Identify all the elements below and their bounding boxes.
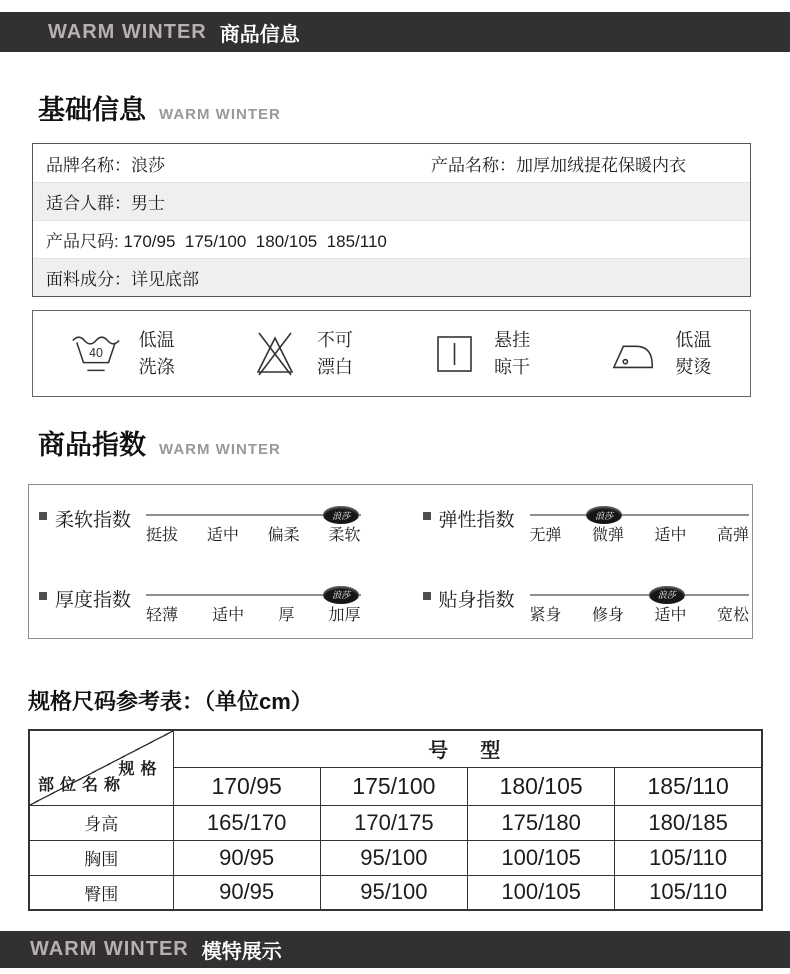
slider-ticks	[530, 522, 750, 545]
slider-ticks	[146, 602, 361, 625]
tick-label: 高弹	[716, 527, 749, 544]
care-item-wash	[33, 327, 212, 379]
care-instructions-box	[32, 310, 751, 397]
cell-value: 170/175	[320, 805, 467, 840]
cell-value: 90/95	[173, 840, 320, 875]
product-index-title: 商品指数	[38, 430, 146, 460]
slider-ticks	[530, 602, 750, 625]
index-row-fit	[391, 585, 753, 639]
size-column-header: 175/100	[320, 767, 467, 805]
cell-value: 95/100	[320, 840, 467, 875]
size-column-header: 185/110	[615, 767, 762, 805]
svg-text:40: 40	[88, 345, 103, 360]
care-item-iron	[571, 327, 750, 379]
slider-track	[530, 514, 750, 516]
cell-value: 90/95	[173, 875, 320, 910]
cell-value: 105/110	[615, 840, 762, 875]
brand-wordmark: WARM WINTER	[48, 20, 207, 43]
cell-value: 165/170	[173, 805, 320, 840]
basic-info-heading	[38, 88, 790, 127]
size-table-title: 规格尺码参考表：（单位cm）	[28, 689, 313, 714]
index-row-thickness	[29, 585, 391, 639]
info-cell-audience: 适合人群：男士	[46, 194, 165, 213]
table-row-height	[29, 805, 762, 840]
cell-value: 180/185	[615, 805, 762, 840]
info-row-brand-product	[33, 144, 750, 182]
square-bullet-icon	[423, 592, 431, 600]
index-row-softness	[29, 505, 391, 559]
cell-value: 175/180	[468, 805, 615, 840]
basic-info-table	[32, 143, 751, 297]
brand-marker-icon: 浪莎	[323, 586, 359, 604]
index-label: 贴身指数	[438, 589, 515, 611]
tick-label: 无弹	[529, 527, 562, 544]
square-bullet-icon	[39, 512, 47, 520]
section-bar-title: 商品信息	[219, 23, 300, 46]
diagonal-corner-cell	[29, 730, 173, 805]
cell-value: 100/105	[468, 840, 615, 875]
cell-value: 100/105	[468, 875, 615, 910]
index-label: 弹性指数	[438, 510, 515, 531]
care-item-no-bleach	[212, 327, 391, 379]
iron-low-temp-icon	[609, 334, 657, 374]
tick-label: 适中	[654, 527, 687, 544]
basic-info-subtitle: WARM WINTER	[159, 106, 281, 123]
square-bullet-icon	[423, 512, 431, 520]
tick-label: 偏柔	[267, 527, 300, 544]
square-bullet-icon	[39, 592, 47, 600]
cell-value: 95/100	[320, 875, 467, 910]
span-header-cell: 号 型	[173, 730, 762, 767]
bottom-header-bar	[0, 931, 790, 968]
product-index-subtitle: WARM WINTER	[159, 441, 281, 458]
product-index-heading	[38, 423, 790, 462]
corner-label-part: 部位名称	[38, 776, 127, 794]
tick-label: 微弹	[591, 527, 624, 544]
brand-marker-icon: 浪莎	[323, 506, 359, 524]
slider-track	[530, 594, 750, 596]
care-item-hang-dry	[392, 327, 571, 379]
corner-label-spec: 规格	[118, 761, 163, 778]
row-label: 胸围	[29, 840, 173, 875]
info-cell-brand: 品牌名称：浪莎	[46, 155, 165, 175]
basic-info-title: 基础信息	[38, 95, 146, 125]
brand-marker-icon: 浪莎	[586, 506, 622, 524]
row-label: 身高	[29, 805, 173, 840]
wash-low-temp-icon	[71, 331, 121, 377]
table-row-hip	[29, 875, 762, 910]
tick-label: 柔软	[328, 527, 361, 544]
brand-marker-icon: 浪莎	[649, 586, 685, 604]
index-label: 厚度指数	[55, 589, 132, 611]
care-label: 低温 洗涤	[138, 330, 175, 377]
index-slider	[146, 505, 361, 545]
tick-label: 适中	[212, 606, 245, 624]
info-cell-fabric: 面料成分：详见底部	[46, 270, 199, 289]
table-row-chest	[29, 840, 762, 875]
info-row-audience	[33, 182, 750, 220]
info-cell-sizes: 产品尺码: 170/95 175/100 180/105 185/110	[46, 232, 387, 251]
index-slider	[146, 585, 361, 625]
brand-wordmark: WARM WINTER	[30, 938, 189, 960]
tick-label: 适中	[206, 527, 239, 544]
hang-dry-icon	[432, 332, 476, 376]
top-header-bar	[0, 12, 790, 52]
section-bar-title: 模特展示	[201, 941, 282, 963]
size-table-header-row	[29, 730, 762, 767]
info-row-sizes	[33, 220, 750, 258]
index-slider	[530, 505, 750, 545]
size-reference-table	[28, 729, 763, 911]
index-label: 柔软指数	[55, 510, 132, 531]
tick-label: 紧身	[529, 606, 562, 624]
product-index-box	[28, 484, 753, 639]
tick-label: 轻薄	[146, 606, 179, 624]
tick-label: 加厚	[328, 606, 361, 624]
cell-value: 105/110	[615, 875, 762, 910]
no-bleach-icon	[251, 331, 299, 377]
tick-label: 挺拔	[146, 527, 179, 544]
size-column-header: 180/105	[468, 767, 615, 805]
tick-label: 厚	[278, 606, 295, 624]
tick-label: 宽松	[716, 606, 749, 624]
tick-label: 修身	[591, 606, 624, 624]
tick-label: 适中	[654, 606, 687, 624]
size-column-header: 170/95	[173, 767, 320, 805]
index-row-elasticity	[391, 505, 753, 559]
info-row-fabric	[33, 258, 750, 296]
care-label: 不可 漂白	[316, 330, 353, 377]
info-cell-product: 产品名称：加厚加绒提花保暖内衣	[431, 155, 686, 175]
slider-ticks	[146, 522, 361, 545]
row-label: 臀围	[29, 875, 173, 910]
index-slider	[530, 585, 750, 625]
care-label: 悬挂 晾干	[494, 330, 531, 377]
care-label: 低温 熨烫	[675, 330, 712, 377]
